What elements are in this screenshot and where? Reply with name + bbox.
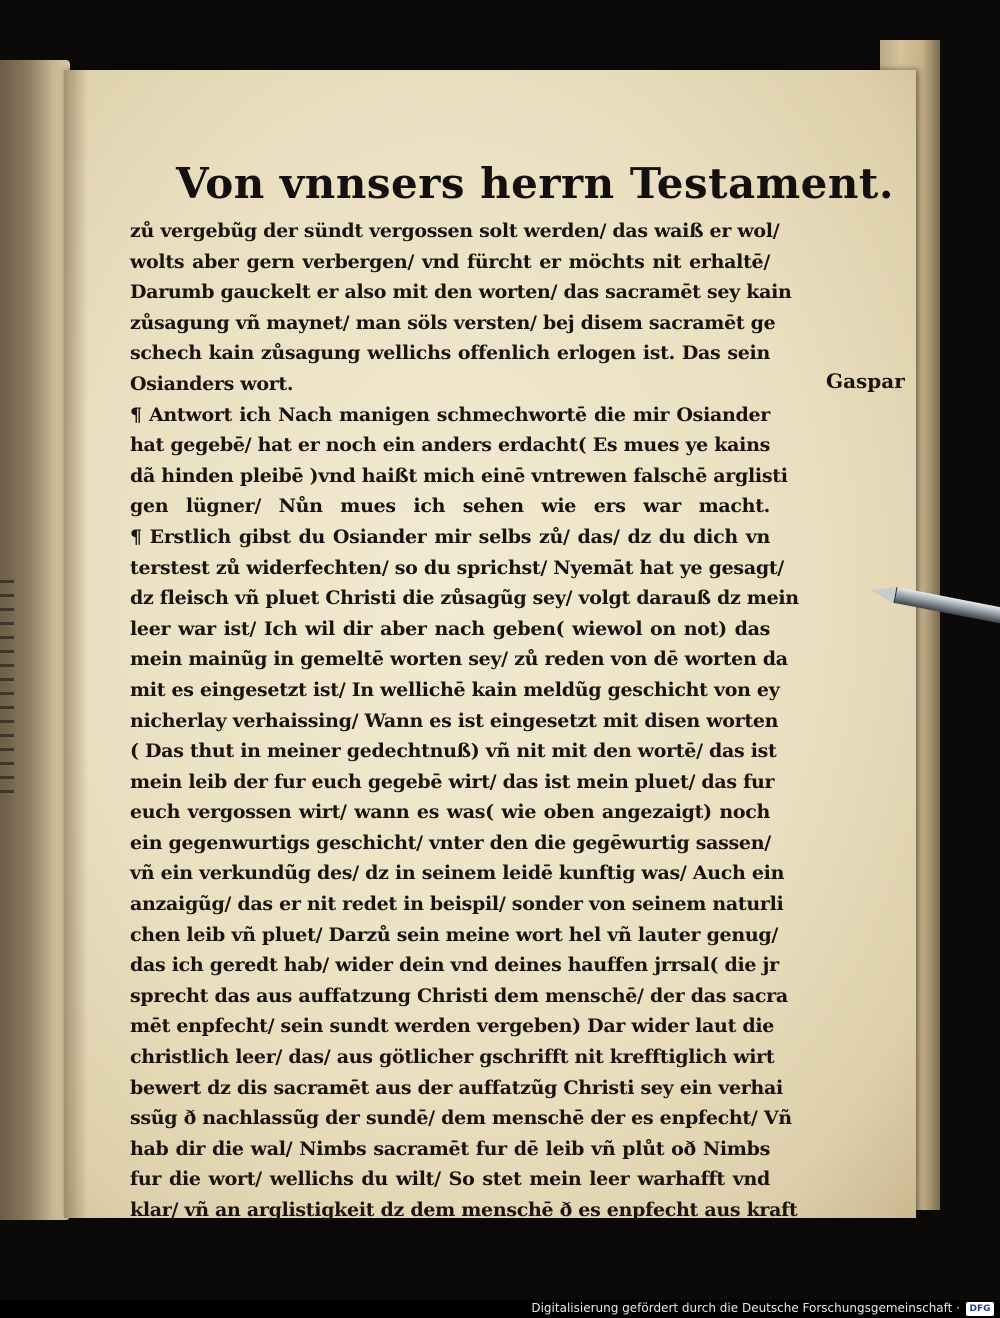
text-line: klar/ vñ an arglistigkeit dz dem menschē ð es enpfecht aus kraft	[130, 1199, 798, 1221]
text-line: mein leib der fur euch gegebē wirt/ das ist mein pluet/ das fur	[130, 770, 775, 793]
text-line: hat gegebē/ hat er noch ein anders erdacht( Es mues ye kains	[130, 434, 770, 457]
text-line: vñ ein verkundũg des/ dz in seinem leidē kunftig was/ Auch ein	[130, 862, 785, 885]
text-line: ( Das thut in meiner gedechtnuß) vñ nit mit den wortē/ das ist	[130, 740, 777, 763]
dfg-logo: DFG	[966, 1302, 994, 1316]
text-line: anzaigũg/ das er nit redet in beispil/ sonder von seinem naturli	[130, 893, 784, 916]
left-page-edge	[0, 60, 70, 1220]
text-line: mēt enpfecht/ sein sundt werden vergeben) Dar wider laut die	[130, 1015, 775, 1038]
page-gutter-shadow	[64, 70, 88, 1218]
text-line: leer war ist/ Ich wil dir aber nach geben( wiewol on not) das	[130, 617, 770, 640]
margin-note: Gaspar	[826, 369, 905, 393]
text-line: christlich leer/ das/ aus götlicher gschrifft nit krefftiglich wirt	[130, 1046, 775, 1069]
footer-credit: Digitalisierung gefördert durch die Deutsche Forschungsgemeinschaft ·	[531, 1301, 960, 1315]
footer-bar	[0, 1300, 1000, 1318]
text-line: das ich geredt hab/ wider dein vnd deines hauffen jrrsal( die jr	[130, 954, 779, 977]
left-page-edge-marks	[0, 580, 14, 800]
text-line: dã hinden pleibē )vnd haißt mich einē vntrewen falschē arglisti	[130, 464, 788, 487]
text-line: Osianders wort.	[130, 372, 294, 395]
body-text	[130, 216, 799, 1226]
text-line: Darumb gauckelt er also mit den worten/ das sacramēt sey kain	[130, 281, 792, 304]
text-line: dz fleisch vñ pluet Christi die zůsagũg sey/ volgt darauß dz mein	[130, 587, 799, 610]
text-line: sprecht das aus auffatzung Christi dem menschē/ der das sacra	[130, 984, 788, 1007]
text-line: euch vergossen wirt/ wann es was( wie oben angezaigt) noch	[130, 801, 770, 824]
text-line: bewert dz dis sacramēt aus der auffatzũg Christi sey ein verhai	[130, 1076, 783, 1099]
text-line: gen lügner/ Nůn mues ich sehen wie ers war macht.	[130, 495, 770, 518]
text-line: mit es eingesetzt ist/ In wellichē kain meldũg geschicht von ey	[130, 678, 780, 701]
text-line: zůsagung vñ maynet/ man söls versten/ bej disem sacramēt ge	[130, 311, 776, 334]
text-line: ¶ Antwort ich Nach manigen schmechwortē die mir Osiander	[130, 403, 770, 426]
text-line: nicherlay verhaissing/ Wann es ist eingesetzt mit disen worten	[130, 709, 779, 732]
text-line: schech kain zůsagung wellichs offenlich erlogen ist. Das sein	[130, 342, 770, 365]
text-line: ein gegenwurtigs geschicht/ vnter den die gegēwurtig sassen/	[130, 831, 771, 854]
book-page	[64, 70, 916, 1221]
text-line: hab dir die wal/ Nimbs sacramēt fur dē leib vñ plůt oð Nimbs	[130, 1137, 770, 1160]
text-line: mein mainũg in gemeltē worten sey/ zů reden von dē worten da	[130, 648, 788, 671]
text-line: ssũg ð nachlassũg der sundē/ dem menschē der es enpfecht/ Vñ	[130, 1107, 792, 1130]
text-line: chen leib vñ pluet/ Darzů sein meine wort hel vñ lauter genug/	[130, 923, 778, 946]
text-line: wolts aber gern verbergen/ vnd fürcht er möchts nit erhaltē/	[130, 250, 770, 273]
text-line: terstest zů widerfechten/ so du sprichst/ Nyemāt hat ye gesagt/	[130, 556, 784, 579]
text-line: ¶ Erstlich gibst du Osiander mir selbs zů/ das/ dz du dich vn	[130, 525, 770, 548]
text-line: fur die wort/ wellichs du wilt/ So stet mein leer warhafft vnd	[130, 1168, 770, 1191]
page-heading: Von vnnsers herrn Testament.	[176, 159, 894, 208]
text-line: zů vergebũg der sündt vergossen solt werden/ das waiß er wol/	[130, 220, 780, 242]
